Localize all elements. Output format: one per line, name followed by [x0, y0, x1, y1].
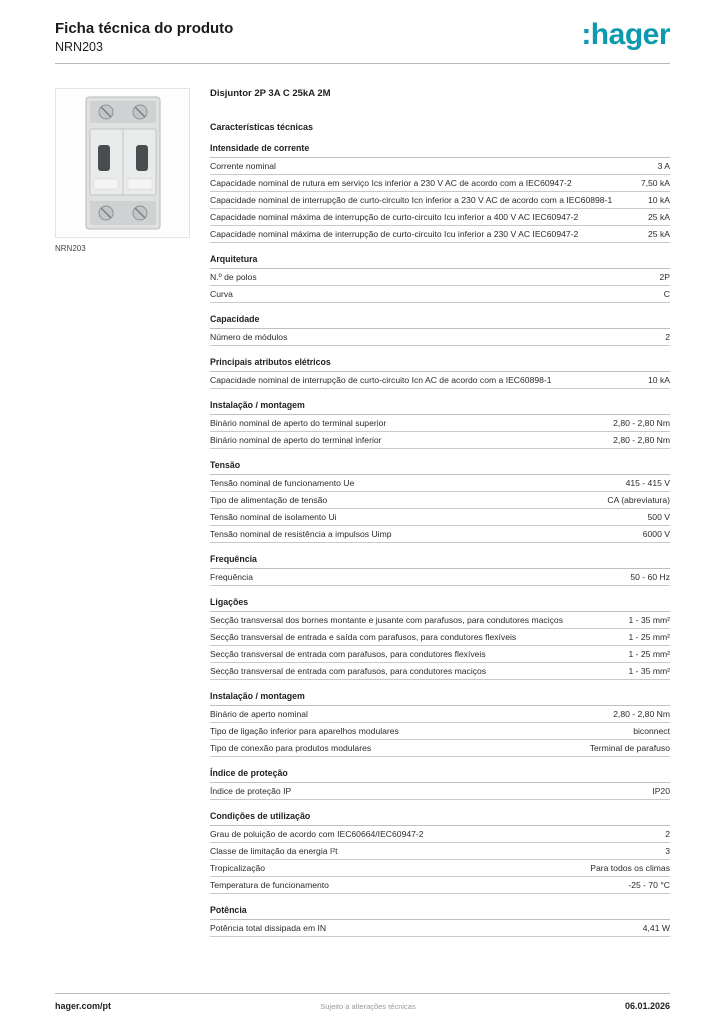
spec-value: biconnect	[633, 725, 670, 736]
spec-label: Capacidade nominal máxima de interrupção de curto-circuito Icu inferior a 230 V AC IEC60947-2	[210, 228, 579, 239]
section-title: Tensão	[210, 460, 670, 475]
spec-row	[210, 612, 670, 629]
spec-label: Grau de poluição de acordo com IEC60664/IEC60947-2	[210, 828, 424, 839]
section-title: Principais atributos elétricos	[210, 357, 670, 372]
section-title: Instalação / montagem	[210, 691, 670, 706]
section-title: Frequência	[210, 554, 670, 569]
product-image-column	[55, 88, 190, 937]
header-titles	[55, 20, 233, 54]
spec-label: Potência total dissipada em IN	[210, 922, 327, 933]
spec-row	[210, 526, 670, 543]
spec-value: 25 kA	[648, 211, 670, 222]
spec-value: 7,50 kA	[640, 177, 670, 188]
spec-row	[210, 492, 670, 509]
spec-value: IP20	[652, 785, 670, 796]
spec-section	[210, 768, 670, 800]
spec-section	[210, 143, 670, 243]
footer-row	[55, 1001, 670, 1011]
spec-value: 2	[665, 331, 670, 342]
spec-label: Binário nominal de aperto do terminal superior	[210, 417, 387, 428]
spec-label: Classe de limitação da energia I²t	[210, 845, 338, 856]
spec-value: 6000 V	[642, 528, 670, 539]
section-title: Ligações	[210, 597, 670, 612]
spec-label: N.º de polos	[210, 271, 257, 282]
spec-row	[210, 269, 670, 286]
spec-section	[210, 691, 670, 757]
specs-column	[210, 88, 670, 937]
spec-row	[210, 920, 670, 937]
spec-row	[210, 158, 670, 175]
spec-value: C	[663, 288, 670, 299]
spec-row	[210, 723, 670, 740]
spec-label: Curva	[210, 288, 233, 299]
spec-row	[210, 569, 670, 586]
spec-row	[210, 877, 670, 894]
spec-row	[210, 843, 670, 860]
header-divider	[55, 63, 670, 64]
spec-section	[210, 254, 670, 303]
spec-row	[210, 286, 670, 303]
spec-label: Secção transversal de entrada e saída com parafusos, para condutores flexíveis	[210, 631, 517, 642]
spec-row	[210, 706, 670, 723]
spec-label: Capacidade nominal de rutura em serviço Ics inferior a 230 V AC de acordo com a IEC60947-2	[210, 177, 572, 188]
footer	[55, 993, 670, 1011]
spec-row	[210, 646, 670, 663]
spec-value: 3	[665, 845, 670, 856]
spec-section	[210, 314, 670, 346]
spec-row	[210, 329, 670, 346]
spec-row	[210, 192, 670, 209]
spec-value: 2P	[659, 271, 670, 282]
spec-value: -25 - 70 °C	[628, 879, 670, 890]
spec-section	[210, 400, 670, 449]
spec-row	[210, 740, 670, 757]
spec-label: Binário de aperto nominal	[210, 708, 308, 719]
spec-row	[210, 415, 670, 432]
spec-section	[210, 811, 670, 894]
content	[55, 88, 670, 937]
spec-value: 1 - 35 mm²	[628, 665, 670, 676]
spec-value: 25 kA	[648, 228, 670, 239]
section-title: Instalação / montagem	[210, 400, 670, 415]
product-image	[55, 88, 190, 238]
spec-row	[210, 372, 670, 389]
spec-label: Tensão nominal de isolamento Ui	[210, 511, 337, 522]
spec-label: Tensão nominal de funcionamento Ue	[210, 477, 355, 488]
spec-value: 1 - 25 mm²	[628, 631, 670, 642]
product-image-caption: NRN203	[55, 244, 86, 253]
spec-label: Corrente nominal	[210, 161, 276, 171]
spec-label: Tipo de conexão para produtos modulares	[210, 742, 372, 753]
spec-row	[210, 826, 670, 843]
footer-note: Sujeito a alterações técnicas	[320, 1002, 416, 1011]
spec-row	[210, 783, 670, 800]
spec-value: 4,41 W	[642, 922, 670, 933]
spec-value: 1 - 35 mm²	[628, 614, 670, 625]
spec-value: 2,80 - 2,80 Nm	[613, 417, 670, 428]
spec-label: Secção transversal de entrada com parafusos, para condutores flexíveis	[210, 648, 486, 659]
spec-row	[210, 663, 670, 680]
spec-label: Tensão nominal de resistência a impulsos Uimp	[210, 528, 392, 539]
spec-section	[210, 357, 670, 389]
spec-label: Frequência	[210, 571, 253, 582]
spec-section	[210, 905, 670, 937]
section-title: Condições de utilização	[210, 811, 670, 826]
spec-row	[210, 175, 670, 192]
spec-value: CA (abreviatura)	[607, 494, 670, 505]
footer-date: 06.01.2026	[624, 1001, 670, 1011]
spec-value: 1 - 25 mm²	[628, 648, 670, 659]
spec-label: Temperatura de funcionamento	[210, 879, 329, 890]
spec-value: 50 - 60 Hz	[630, 571, 670, 582]
spec-row	[210, 475, 670, 492]
product-reference: NRN203	[55, 40, 103, 54]
spec-value: 2,80 - 2,80 Nm	[613, 708, 670, 719]
spec-value: 2	[665, 828, 670, 839]
footer-divider	[55, 993, 670, 994]
spec-label: Tipo de alimentação de tensão	[210, 494, 328, 505]
hager-logo: :hager	[581, 18, 670, 51]
spec-row	[210, 860, 670, 877]
spec-row	[210, 432, 670, 449]
spec-label: Tipo de ligação inferior para aparelhos modulares	[210, 725, 399, 736]
spec-section	[210, 597, 670, 680]
spec-label: Tropicalização	[210, 862, 266, 873]
section-title: Capacidade	[210, 314, 670, 329]
circuit-breaker-illustration	[68, 93, 178, 233]
spec-row	[210, 226, 670, 243]
spec-row	[210, 509, 670, 526]
spec-value: Para todos os climas	[590, 862, 670, 873]
spec-label: Secção transversal dos bornes montante e jusante com parafusos, para condutores maciços	[210, 614, 564, 625]
spec-row	[210, 209, 670, 226]
product-name: Disjuntor 2P 3A C 25kA 2M	[210, 88, 331, 99]
spec-label: Número de módulos	[210, 331, 288, 342]
spec-value: 2,80 - 2,80 Nm	[613, 434, 670, 445]
spec-row	[210, 629, 670, 646]
spec-value: 415 - 415 V	[625, 477, 670, 488]
spec-value: 500 V	[647, 511, 670, 522]
header	[55, 20, 670, 54]
section-title: Intensidade de corrente	[210, 143, 670, 158]
spec-section	[210, 554, 670, 586]
footer-url[interactable]: hager.com/pt	[55, 1001, 112, 1011]
spec-label: Capacidade nominal de interrupção de curto-circuito Icn AC de acordo com a IEC60898-1	[210, 374, 552, 385]
spec-section	[210, 460, 670, 543]
spec-value: 10 kA	[648, 194, 670, 205]
spec-label: Capacidade nominal máxima de interrupção de curto-circuito Icu inferior a 400 V AC IEC60947-2	[210, 211, 579, 222]
section-title: Índice de proteção	[210, 768, 670, 783]
spec-label: Capacidade nominal de interrupção de curto-circuito Icn inferior a 230 V AC de acordo com a IEC60898-1	[210, 194, 613, 205]
spec-label: Índice de proteção IP	[210, 785, 292, 796]
spec-label: Binário nominal de aperto do terminal inferior	[210, 434, 382, 445]
page-title: Ficha técnica do produto	[55, 20, 234, 37]
spec-value: 10 kA	[648, 374, 670, 385]
spec-value: 3 A	[657, 161, 670, 171]
characteristics-heading: Características técnicas	[210, 122, 314, 132]
section-title: Arquitetura	[210, 254, 670, 269]
spec-value: Terminal de parafuso	[589, 742, 670, 753]
section-title: Potência	[210, 905, 670, 920]
spec-sections	[210, 143, 670, 937]
spec-label: Secção transversal de entrada com parafusos, para condutores maciços	[210, 665, 487, 676]
